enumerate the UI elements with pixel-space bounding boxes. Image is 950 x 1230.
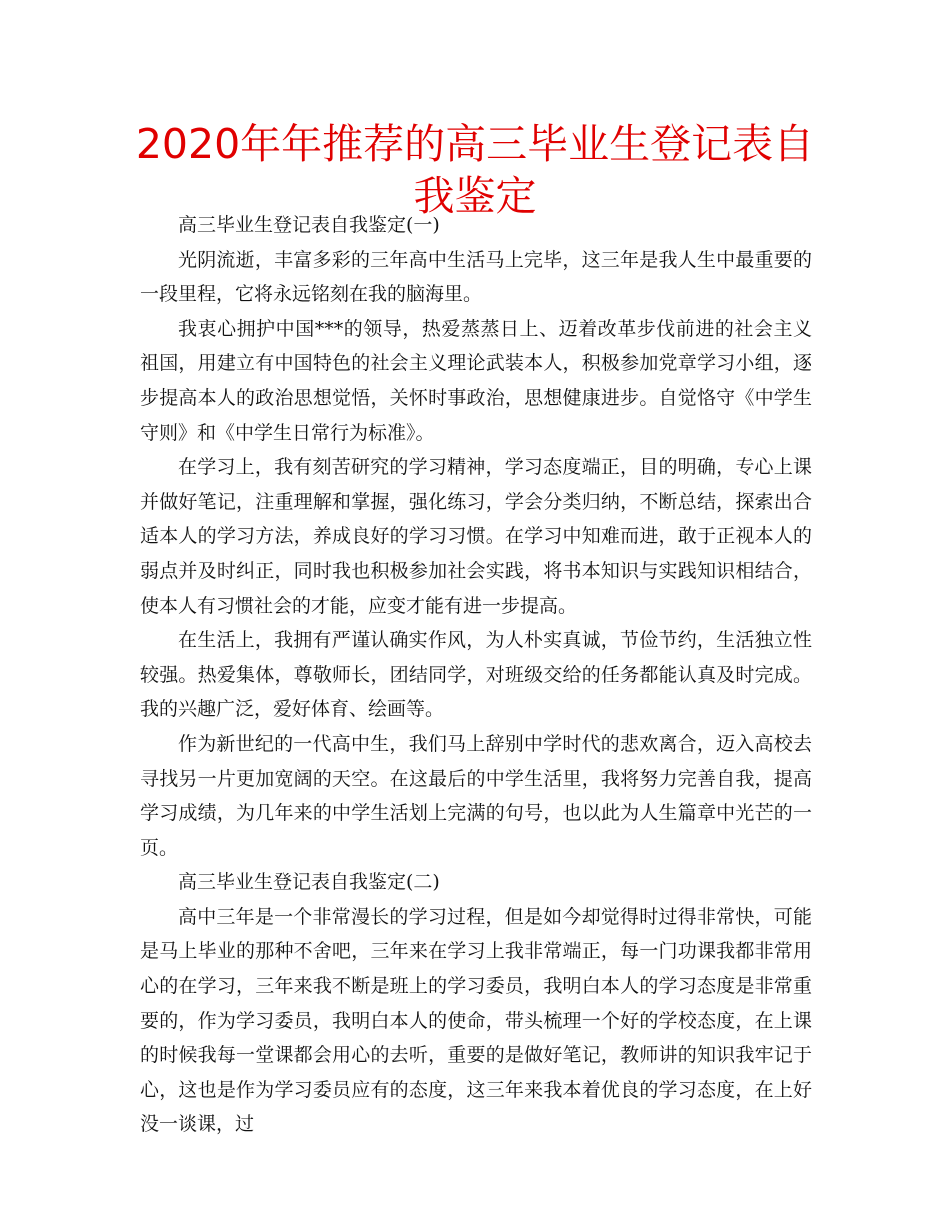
- body-paragraph: 作为新世纪的一代高中生，我们马上辞别中学时代的悲欢离合，迈入高校去寻找另一片更加宽阔的天空。在这最后的中学生活里，我将努力完善自我，提高学习成绩，为几年来的中学生活划上完满的句号，也以此为人生篇章中光芒的一页。: [140, 732, 812, 859]
- body-paragraph: 在学习上，我有刻苦研究的学习精神，学习态度端正，目的明确，专心上课并做好笔记，注重理解和掌握，强化练习，学会分类归纳，不断总结，探索出合适本人的学习方法，养成良好的学习习惯。在学习中知难而进，敢于正视本人的弱点并及时纠正，同时我也积极参加社会实践，将书本知识与实践知识相结合，使本人有习惯社会的才能，应变才能有进一步提高。: [140, 456, 812, 617]
- body-paragraph: 在生活上，我拥有严谨认确实作风，为人朴实真诚，节俭节约，生活独立性较强。热爱集体，尊敬师长，团结同学，对班级交给的任务都能认真及时完成。我的兴趣广泛，爱好体育、绘画等。: [140, 629, 812, 721]
- section-heading-2: 高三毕业生登记表自我鉴定(二): [178, 871, 440, 894]
- document-body: [140, 208, 812, 1142]
- document-title: 2020年年推荐的高三毕业生登记表自我鉴定: [135, 120, 815, 220]
- section-heading-1: 高三毕业生登记表自我鉴定(一): [178, 214, 440, 236]
- body-paragraph: 光阴流逝，丰富多彩的三年高中生活马上完毕，这三年是我人生中最重要的一段里程，它将永远铭刻在我的脑海里。: [140, 248, 812, 306]
- body-paragraph: 高中三年是一个非常漫长的学习过程，但是如今却觉得时过得非常快，可能是马上毕业的那种不舍吧，三年来在学习上我非常端正，每一门功课我都非常用心的在学习，三年来我不断是班上的学习委员，我明白本人的学习态度是非常重要的，作为学习委员，我明白本人的使命，带头梳理一个好的学校态度，在上课的时候我每一堂课都会用心的去听，重要的是做好笔记，教师讲的知识我牢记于心，这也是作为学习委员应有的态度，这三年来我本着优良的学习态度，在上好没一谈课，过: [140, 905, 812, 1136]
- body-paragraph: 我衷心拥护中国***的领导，热爱蒸蒸日上、迈着改革步伐前进的社会主义祖国，用建立有中国特色的社会主义理论武装本人，积极参加党章学习小组，逐步提高本人的政治思想觉悟，关怀时事政治，思想健康进步。自觉恪守《中学生守则》和《中学生日常行为标准》。: [140, 317, 812, 444]
